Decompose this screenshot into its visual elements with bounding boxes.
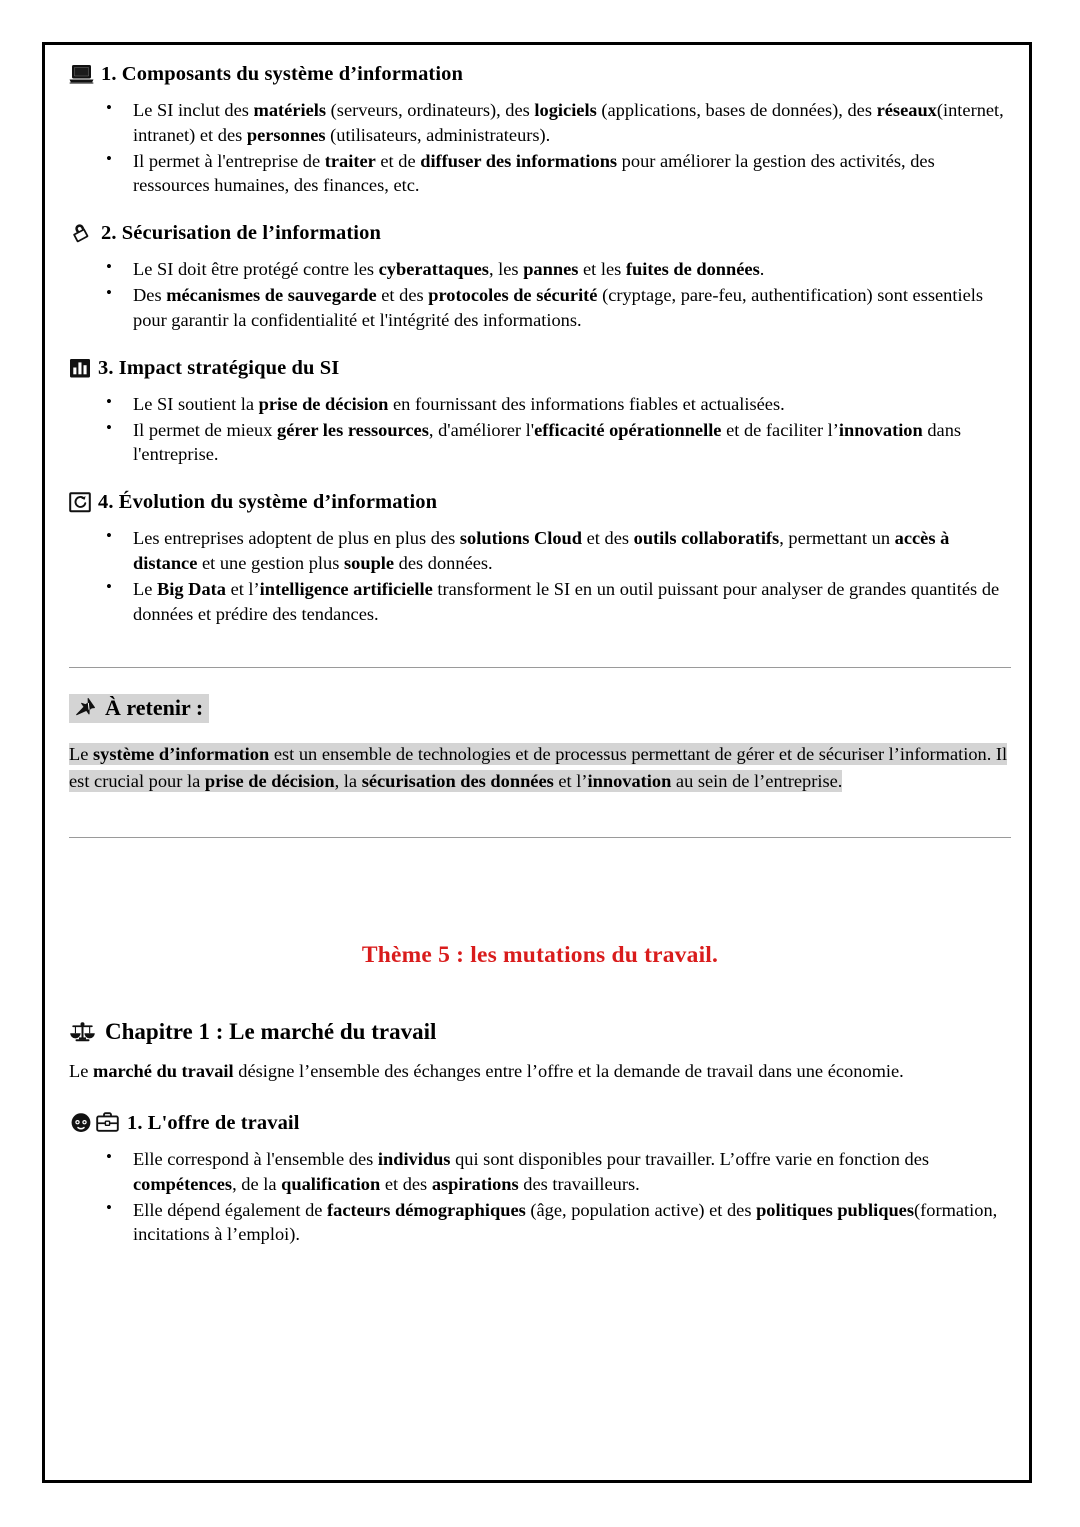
chapter-block <box>69 1017 1011 1084</box>
section-2-title: 2. Sécurisation de l’information <box>101 222 381 245</box>
retain-title <box>69 694 209 723</box>
list-item: • Des mécanismes de sauvegarde et des protocoles de sécurité (cryptage, pare-feu, authentification) sont essentiels pour garantir la confidentialité et l'intégrité des informations. <box>133 283 1011 333</box>
section-3-bullets <box>69 392 1011 467</box>
section-1-bullets <box>69 98 1011 198</box>
retain-block <box>69 694 1011 795</box>
list-item: • Le Big Data et l’intelligence artificielle transforment le SI en un outil puissant pour analyser de grandes quantités de données et prédire des tendances. <box>133 577 1011 627</box>
offer-section-heading <box>69 1110 1011 1136</box>
retain-body <box>69 741 1011 795</box>
section-3-heading <box>69 355 1011 381</box>
page-content <box>69 61 1011 1470</box>
section-2-heading <box>69 220 1011 246</box>
list-item: • Elle correspond à l'ensemble des individus qui sont disponibles pour travailler. L’offre varie en fonction des compétences, de la qualification et des aspirations des travailleurs. <box>133 1147 1011 1197</box>
spacer <box>69 838 1011 942</box>
page-border <box>42 42 1032 1483</box>
list-item: • Les entreprises adoptent de plus en plus des solutions Cloud et des outils collaboratifs, permettant un accès à distance et une gestion plus souple des données. <box>133 526 1011 576</box>
offer-section-bullets <box>69 1147 1011 1247</box>
section-2 <box>69 220 1011 332</box>
section-3 <box>69 355 1011 467</box>
divider-top-wrapper <box>69 667 1011 668</box>
offer-icons <box>69 1111 120 1134</box>
refresh-icon <box>69 491 91 513</box>
section-2-bullets <box>69 257 1011 332</box>
person-face-icon <box>69 1111 93 1134</box>
list-item: • Le SI inclut des matériels (serveurs, ordinateurs), des logiciels (applications, bases de données), des réseaux(internet, intranet) et des personnes (utilisateurs, administrateurs). <box>133 98 1011 148</box>
section-4 <box>69 489 1011 626</box>
list-item: • Elle dépend également de facteurs démographiques (âge, population active) et des politiques publiques(formation, incitations à l’emploi). <box>133 1198 1011 1248</box>
section-1-heading <box>69 61 1011 87</box>
spacer <box>69 969 1011 1017</box>
section-1-title: 1. Composants du système d’information <box>101 63 463 85</box>
list-item: • Le SI soutient la prise de décision en fournissant des informations fiables et actualisées. <box>133 392 1011 417</box>
offer-section-title: 1. L'offre de travail <box>127 1111 300 1134</box>
theme-title: Thème 5 : les mutations du travail. <box>361 942 719 969</box>
offer-section <box>69 1110 1011 1247</box>
list-item: • Le SI doit être protégé contre les cyberattaques, les pannes et les fuites de données. <box>133 257 1011 282</box>
chapter-intro: Le marché du travail désigne l’ensemble des échanges entre l’offre et la demande de travail dans une économie. <box>69 1061 904 1082</box>
section-4-title: 4. Évolution du système d’information <box>98 491 438 514</box>
list-item: • Il permet de mieux gérer les ressources, d'améliorer l'efficacité opérationnelle et de faciliter l’innovation dans l'entreprise. <box>133 418 1011 468</box>
section-1 <box>69 61 1011 198</box>
section-4-heading <box>69 489 1011 515</box>
balance-scale-icon <box>69 1020 96 1045</box>
section-3-title: 3. Impact stratégique du SI <box>98 356 340 379</box>
pushpin-icon <box>73 696 97 720</box>
chapter-title: Chapitre 1 : Le marché du travail <box>105 1019 437 1045</box>
list-item: • Il permet à l'entreprise de traiter et de diffuser des informations pour améliorer la gestion des activités, des ressources humaines, des finances, etc. <box>133 149 1011 199</box>
bar-chart-icon <box>69 357 91 379</box>
chapter-heading <box>69 1017 1011 1047</box>
lock-icon <box>69 221 94 245</box>
retain-body-text: Le système d’information est un ensemble de technologies et de processus permettant de gérer et de sécuriser l’information. Il est crucial pour la prise de décision, la sécurisation des données et l’innovation au sein de l’entreprise. <box>69 744 1008 792</box>
retain-title-text: À retenir : <box>105 695 204 721</box>
section-4-bullets <box>69 526 1011 626</box>
briefcase-icon <box>95 1111 120 1134</box>
divider-top <box>69 667 1011 668</box>
laptop-icon <box>69 63 94 85</box>
